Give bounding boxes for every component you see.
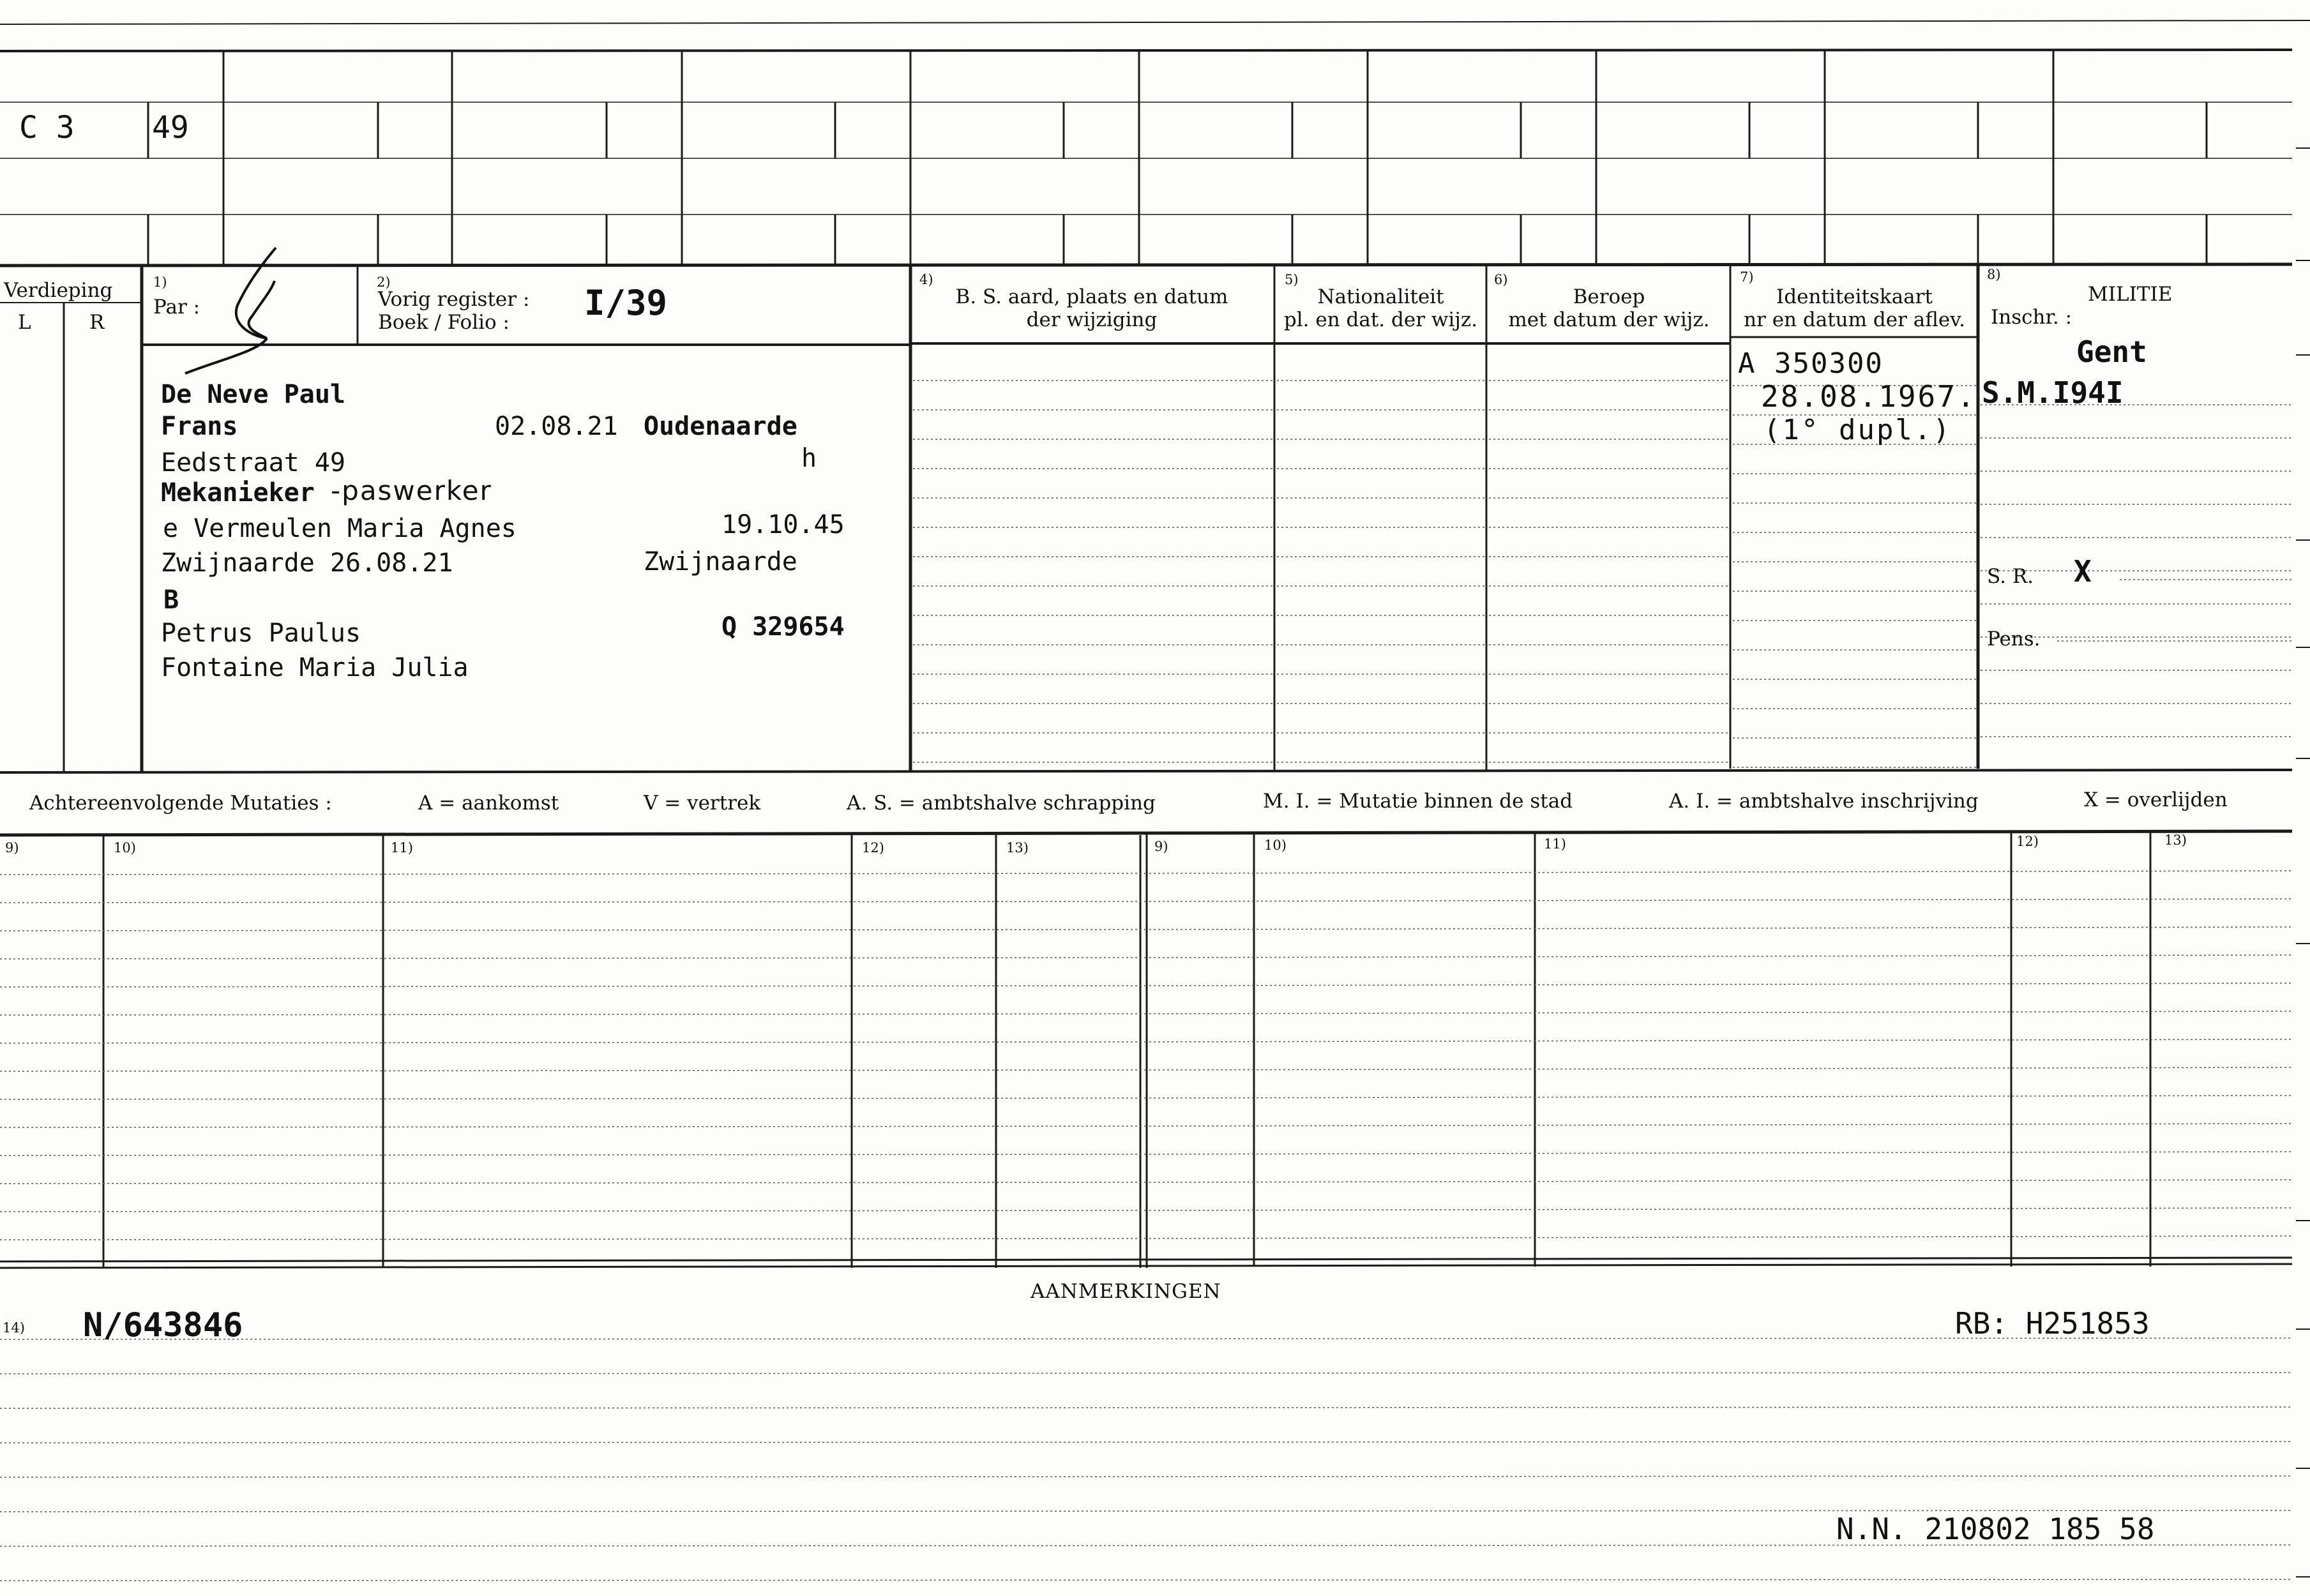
- mutation-col-12: 12): [862, 840, 884, 855]
- id-card-number: A 350300: [1738, 347, 1883, 380]
- mutation-ruling: [1149, 1208, 2292, 1210]
- mutation-ruling: [0, 1042, 1145, 1043]
- legend-title: Achtereenvolgende Mutaties :: [29, 792, 332, 815]
- mutation-ruling: [1149, 871, 2292, 873]
- floor-left-label: L: [18, 311, 31, 334]
- id-card-date: 28.08.1967.: [1761, 379, 1977, 414]
- col4-number: 4): [919, 272, 933, 287]
- remarks-ruling: [0, 1373, 2292, 1374]
- verdieping-label: Verdieping: [4, 279, 113, 302]
- nationality: B: [163, 585, 179, 615]
- mutation-col-9b: 9): [1154, 839, 1168, 854]
- mutation-ruling: [0, 1238, 1145, 1240]
- mutation-ruling: [0, 986, 1145, 987]
- legend-item-as: A. S. = ambtshalve schrapping: [847, 792, 1156, 815]
- remarks-rb: RB: H251853: [1955, 1306, 2150, 1341]
- main-header-top: [0, 264, 2292, 266]
- legend-item-a: A = aankomst: [418, 792, 559, 815]
- remarks-number: 14): [3, 1320, 25, 1336]
- mutation-ruling: [0, 1182, 1145, 1184]
- mutation-col-12b: 12): [2016, 834, 2039, 849]
- remarks-value: N/643846: [83, 1306, 243, 1344]
- birth-place: Oudenaarde: [644, 412, 797, 441]
- mutation-col-10b: 10): [1264, 838, 1287, 853]
- militie-place: Gent: [2076, 335, 2147, 369]
- mother-name: Fontaine Maria Julia: [161, 653, 469, 682]
- legend-item-ai: A. I. = ambtshalve inschrijving: [1669, 790, 1979, 813]
- col5-number: 5): [1285, 272, 1299, 287]
- vorig-register-label: Vorig register :: [378, 288, 530, 311]
- legend-top: [0, 770, 2292, 772]
- inschr-label: Inschr. :: [1991, 306, 2072, 329]
- birth-date: 02.08.21: [495, 412, 618, 441]
- mutation-ruling: [1149, 1236, 2292, 1238]
- remarks-ruling: [0, 1338, 2292, 1339]
- mutation-col-13: 13): [1006, 840, 1029, 855]
- legend-item-x: X = overlijden: [2084, 788, 2228, 811]
- col6-number: 6): [1494, 272, 1508, 287]
- mutation-ruling: [0, 1210, 1145, 1212]
- mutation-ruling: [0, 1126, 1145, 1127]
- col7-header-line1: Identiteitskaart: [1776, 285, 1933, 308]
- mutation-ruling: [1149, 955, 2292, 958]
- id-card-note: (1° dupl.): [1763, 414, 1952, 446]
- mutation-ruling: [1149, 1152, 2292, 1154]
- mutation-col-11: 11): [391, 840, 413, 855]
- mutation-ruling: [0, 958, 1145, 959]
- address: Eedstraat 49: [161, 448, 345, 478]
- grid-cell-section: C 3: [19, 110, 75, 146]
- spouse-birth: Zwijnaarde 26.08.21: [161, 548, 453, 578]
- mutation-ruling: [1149, 899, 2292, 901]
- remarks-ruling: [0, 1442, 2292, 1443]
- col7-header-line2: nr en datum der aflev.: [1744, 308, 1965, 331]
- boek-folio-label: Boek / Folio :: [378, 311, 510, 334]
- col4-header-line2: der wijziging: [1026, 308, 1158, 331]
- floor-right-label: R: [89, 311, 105, 334]
- remarks-ruling: [0, 1579, 2292, 1581]
- occupation-prefix: Mekanieker: [161, 478, 315, 508]
- birth-place-mark: h: [801, 444, 817, 473]
- col4-header-line1: B. S. aard, plaats en datum: [955, 285, 1228, 308]
- mutation-col-10: 10): [114, 840, 136, 855]
- mutation-col-11b: 11): [1544, 836, 1566, 852]
- mutation-ruling: [0, 901, 1145, 903]
- mutation-ruling: [0, 1154, 1145, 1156]
- sr-label: S. R.: [1987, 565, 2034, 588]
- col5-header-line2: pl. en dat. der wijz.: [1283, 308, 1478, 331]
- col6-header-line2: met datum der wijz.: [1508, 308, 1710, 331]
- mutation-ruling: [0, 930, 1145, 931]
- par-number: 1): [153, 275, 167, 290]
- mutation-ruling: [1149, 1124, 2292, 1126]
- mutation-ruling: [1149, 1067, 2292, 1070]
- mutation-ruling: [0, 1098, 1145, 1099]
- occupation-suffix: -paswerker: [331, 475, 492, 506]
- mutation-ruling: [1149, 927, 2292, 930]
- mutation-ruling: [0, 1014, 1145, 1015]
- militie-sm: S.M.I94I: [1982, 375, 2124, 410]
- marriage-date: 19.10.45: [721, 510, 845, 539]
- remarks-ruling: [0, 1407, 2292, 1408]
- legend-item-mi: M. I. = Mutatie binnen de stad: [1263, 790, 1573, 813]
- remarks-ruling: [0, 1476, 2292, 1477]
- mutation-col-13b: 13): [2164, 832, 2187, 848]
- mutation-ruling: [1149, 983, 2292, 986]
- pens-label: Pens.: [1987, 628, 2041, 651]
- father-name: Petrus Paulus: [161, 619, 361, 648]
- grid-top-line: [0, 50, 2292, 51]
- mutation-ruling: [1149, 1180, 2292, 1182]
- sr-value: X: [2074, 554, 2092, 589]
- vorig-number: 2): [377, 275, 391, 290]
- legend-item-v: V = vertrek: [644, 792, 761, 815]
- id-number: Q 329654: [721, 612, 845, 642]
- mutation-ruling: [1149, 1039, 2292, 1042]
- top-border: [0, 20, 2310, 24]
- militie-title: MILITIE: [2088, 283, 2173, 306]
- col8-number: 8): [1987, 267, 2001, 282]
- person-name: De Neve Paul: [161, 380, 345, 409]
- vorig-register-value: I/39: [584, 283, 668, 323]
- marriage-place: Zwijnaarde: [644, 547, 797, 576]
- spouse-name: e Vermeulen Maria Agnes: [163, 514, 517, 543]
- col5-header-line1: Nationaliteit: [1317, 285, 1444, 308]
- remarks-nn: N.N. 210802 185 58: [1836, 1512, 2155, 1546]
- mutation-ruling: [1149, 1095, 2292, 1098]
- col6-header-line1: Beroep: [1573, 285, 1645, 308]
- mutation-ruling: [0, 1070, 1145, 1071]
- mutation-col-9: 9): [5, 840, 19, 855]
- col7-number: 7): [1740, 269, 1754, 285]
- grid-cell-number: 49: [152, 110, 189, 146]
- mutation-ruling: [1149, 1011, 2292, 1014]
- mutation-ruling: [0, 873, 1145, 875]
- remarks-title: AANMERKINGEN: [1030, 1280, 1221, 1303]
- par-label: Par :: [153, 296, 200, 319]
- person-first-name: Frans: [161, 412, 238, 441]
